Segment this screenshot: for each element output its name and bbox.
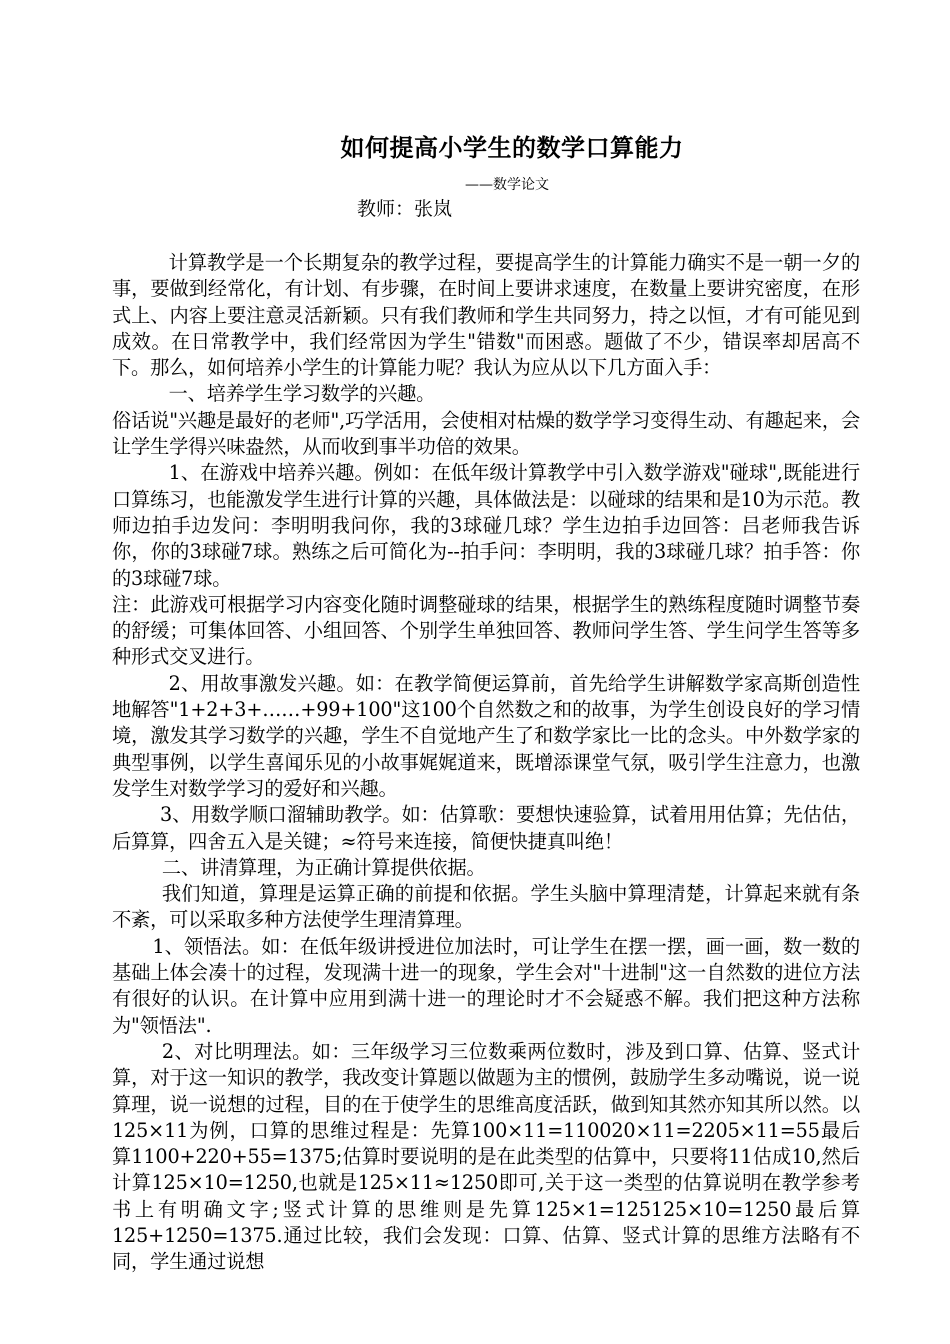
- paragraph: 2、对比明理法。如：三年级学习三位数乘两位数时，涉及到口算、估算、竖式计算，对于这一知识的教学，我改变计算题以做题为主的惯例，鼓励学生多动嘴说，说一说算理，说一说想的过程，目的在于使学生的思维高度活跃，做到知其然亦知其所以然。以125×11为例，口算的思维过程是：先算100×11=110020×11=2205×11=55最后算1100+220+55=1375;估算时要说明的是在此类型的估算中，只要将11估成10,然后计算125×10=1250,也就是125×11≈1250即可,关于这一类型的估算说明在教学参考书上有明确文字;竖式计算的思维则是先算125×1=125125×10=1250最后算125+1250=1375.通过比较，我们会发现：口算、估算、竖式计算的思维方法略有不同，学生通过说想: [112, 1039, 860, 1274]
- paragraph: 1、领悟法。如：在低年级讲授进位加法时，可让学生在摆一摆，画一画，数一数的基础上体会凑十的过程，发现满十进一的现象，学生会对"十进制"这一自然数的进位方法有很好的认识。在计算中应用到满十进一的理论时才不会疑惑不解。我们把这种方法称为"领悟法".: [112, 934, 860, 1037]
- document-subtitle: ——数学论文: [465, 177, 549, 193]
- paragraph: 俗话说"兴趣是最好的老师",巧学活用，会使相对枯燥的数学学习变得生动、有趣起来，会让学生学得兴味盎然，从而收到事半功倍的效果。: [112, 408, 860, 459]
- section-heading-1: 一、培养学生学习数学的兴趣。: [168, 382, 436, 406]
- paragraph: 1、在游戏中培养兴趣。例如：在低年级计算教学中引入数学游戏"碰球",既能进行口算练习，也能激发学生进行计算的兴趣，具体做法是：以碰球的结果和是10为示范。教师边拍手边发问：李明明我问你，我的3球碰几球？学生边拍手边回答：吕老师我告诉你，你的3球碰7球。熟练之后可简化为--拍手问：李明明，我的3球碰几球？拍手答：你的3球碰7球。: [112, 461, 860, 590]
- document-title: 如何提高小学生的数学口算能力: [340, 134, 684, 162]
- section-heading-2: 二、讲清算理，为正确计算提供依据。: [161, 855, 486, 879]
- paragraph-intro: 计算教学是一个长期复杂的教学过程，要提高学生的计算能力确实不是一朝一夕的事，要做到经常化，有计划、有步骤，在时间上要讲求速度，在数量上要讲究密度，在形式上、内容上要注意灵活新颖。只有我们教师和学生共同努力，持之以恒，才有可能见到成效。在日常教学中，我们经常因为学生"错数"而困惑。题做了不少，错误率却居高不下。那么，如何培养小学生的计算能力呢？我认为应从以下几方面入手：: [112, 251, 860, 380]
- document-page: [112, 128, 860, 1276]
- paragraph: 我们知道，算理是运算正确的前提和依据。学生头脑中算理清楚，计算起来就有条不紊，可以采取多种方法使学生理清算理。: [112, 882, 860, 932]
- document-body: [112, 250, 860, 1276]
- paragraph: 3、用数学顺口溜辅助教学。如：估算歌：要想快速验算，试着用用估算；先估估，后算算，四舍五入是关键；≈符号来连接，简便快捷真叫绝！: [112, 803, 860, 853]
- paragraph-note: 注：此游戏可根据学习内容变化随时调整碰球的结果，根据学生的熟练程度随时调整节奏的舒缓；可集体回答、小组回答、个别学生单独回答、教师问学生答、学生问学生答等多种形式交叉进行。: [112, 592, 860, 669]
- document-author: 教师：张岚: [357, 198, 453, 220]
- paragraph: 2、用故事激发兴趣。如：在教学简便运算前，首先给学生讲解数学家高斯创造性地解答"1+2+3+……+99+100"这100个自然数之和的故事，为学生创设良好的学习情境，激发其学习数学的兴趣，学生不自觉地产生了和数学家比一比的念头。中外数学家的典型事例，以学生喜闻乐见的小故事娓娓道来，既增添课堂气氛，吸引学生注意力，也激发学生对数学学习的爱好和兴趣。: [112, 671, 860, 800]
